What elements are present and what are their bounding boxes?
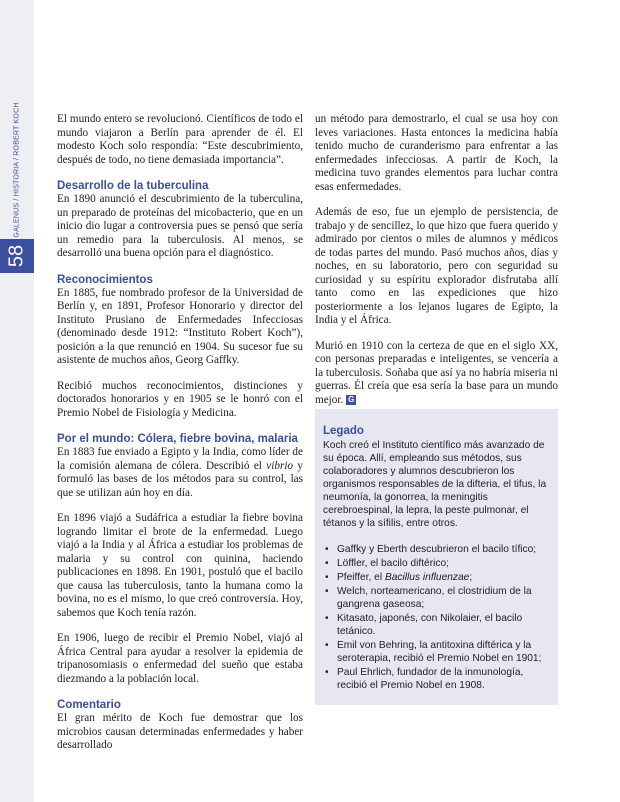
legado-heading: Legado <box>323 425 364 437</box>
pfeiffer-text: Pfeiffer, el <box>337 572 385 583</box>
legado-box <box>315 409 558 705</box>
end-mark-icon: G <box>348 394 355 404</box>
right-paragraph-3-text: Murió en 1910 con la certeza de que en el siglo XX, con personas preparadas e inteligentes, se vencería a la tuberculosis. Soñaba que así ya no habría miseria ni guerras. Él creía que esa sería la base para un mundo mejor. <box>315 339 558 406</box>
list-item: • Gaffky y Eberth descubrieron el bacilo tífico; <box>337 543 550 556</box>
right-paragraph-3 <box>315 340 558 408</box>
mundo-paragraph <box>57 446 303 500</box>
list-item: • Emil von Behring, la antitoxina diftérica y la seroterapia, recibió el Premio Nobel en 1901; <box>337 639 550 665</box>
mundo-text-a: En 1883 fue enviado a Egipto y la India, como líder de la comisión alemana de cólera. Describió el <box>57 446 303 472</box>
list-item: • Welch, norteamericano, el clostridium de la gangrena gaseosa; <box>337 585 550 611</box>
right-paragraph-2: Además de eso, fue un ejemplo de persistencia, de trabajo y de sencillez, lo que hizo que fuera querido y admirado por cientos o miles de alumnos y médicos de todas partes del mundo. Pasó muchos años, días y noches, en su laboratorio, pero con seguridad su curiosidad y su espíritu explorador disfrutaba allí tanto como en las expediciones que hizo posteriormente a los lejanos lugares de Egipto, la India y el África. <box>315 206 558 326</box>
heading-reconocimientos: Reconocimientos <box>57 273 153 286</box>
list-item: • Löffler, el bacilo diftérico; <box>337 557 550 570</box>
intro-paragraph: El mundo entero se revolucionó. Científicos de todo el mundo viajaron a Berlín para aprender de él. El modesto Koch solo respondía: “Este descubrimiento, después de todo, no tiene demasiada importancia”. <box>57 113 303 166</box>
pfeiffer-end: ; <box>469 572 473 583</box>
reconocimientos-paragraph-2: Recibió muchos reconocimientos, distinciones y doctorados honorarios y en 1905 se le honró con el Premio Nobel de Fisiología y Medicina. <box>57 379 303 419</box>
page-number: 58 <box>5 244 28 268</box>
mundo-text-b: y formuló las bases de los métodos para su control, las que se utilizan aún hoy en día. <box>57 459 304 499</box>
list-item <box>337 571 550 584</box>
list-item: • Kitasato, japonés, con Nikolaier, el bacilo tetánico. <box>337 612 550 638</box>
section-label: GALENUS / HISTORIA / ROBERT KOCH <box>13 102 21 238</box>
mundo-paragraph-2: En 1896 viajó a Sudáfrica a estudiar la fiebre bovina logrando limitar el brote de la enfermedad. Luego viajó a la India y al África a estudiar los problemas de malaria y su control con quinina, haciendo publicaciones en 1898. En 1901, postuló que el bacilo que causa las tuberculosis, tanto la humana como la bovina, no es el mismo, lo que creó controversia. Hoy, sabemos que Koch tenía razón. <box>57 512 303 619</box>
heading-tuberculina: Desarrollo de la tuberculina <box>57 180 209 192</box>
reconocimientos-paragraph: En 1885, fue nombrado profesor de la Universidad de Berlín y, en 1891, Profesor Honorario y director del Instituto Prusiano de Enfermedades Infecciosas (denominado desde 1912: “Instituto Robert Koch”), posición a la que renunció en 1904. Su sucesor fue su asistente de muchos años, Georg Gaffky. <box>57 286 303 366</box>
list-item: • Paul Ehrlich, fundador de la inmunología, recibió el Premio Nobel en 1908. <box>337 666 550 692</box>
legado-paragraph: Koch creó el Instituto científico más avanzado de su época. Allí, empleando sus métodos, sus colaboradores y alumnos descubrieron los organismos responsables de la difteria, el tifus, la neumonía, la gonorrea, la meningitis cerebroespinal, la lepra, la peste pulmonar, el tétanos y la sífilis, entre otros. <box>323 440 547 529</box>
bacillus-term: Bacillus influenzae <box>384 572 470 583</box>
side-bar <box>0 0 34 802</box>
right-paragraph-1: un método para demostrarlo, el cual se usa hoy con leves variaciones. Hasta entonces la medicina había tenido mucho de curanderismo para enfrentar a las enfermedades infecciosas. A partir de Koch, la medicina tuvo grandes elementos para luchar contra esas enfermedades. <box>315 113 558 193</box>
left-column <box>57 113 303 765</box>
tuberculina-paragraph: En 1890 anunció el descubrimiento de la tuberculina, un preparado de proteínas del micobacterio, que en un inicio dio lugar a controversia pues se pensó que sería un remedio para la tuberculosis. Al menos, se desarrolló una buena opción para el diagnóstico. <box>57 193 303 259</box>
vibrio-term: vibrio <box>266 459 294 472</box>
right-column <box>315 113 558 419</box>
heading-por-el-mundo: Por el mundo: Cólera, fiebre bovina, malaria <box>57 433 298 445</box>
comentario-paragraph: El gran mérito de Koch fue demostrar que los microbios causan determinadas enfermedades y haber desarrollado <box>57 712 303 751</box>
mundo-paragraph-3: En 1906, luego de recibir el Premio Nobel, viajó al África Central para ayudar a resolver la epidemia de tripanosomiasis o enfermedad del sueño que estaba diezmando a la población local. <box>57 632 303 685</box>
heading-comentario: Comentario <box>57 699 121 711</box>
legado-list <box>323 543 550 692</box>
